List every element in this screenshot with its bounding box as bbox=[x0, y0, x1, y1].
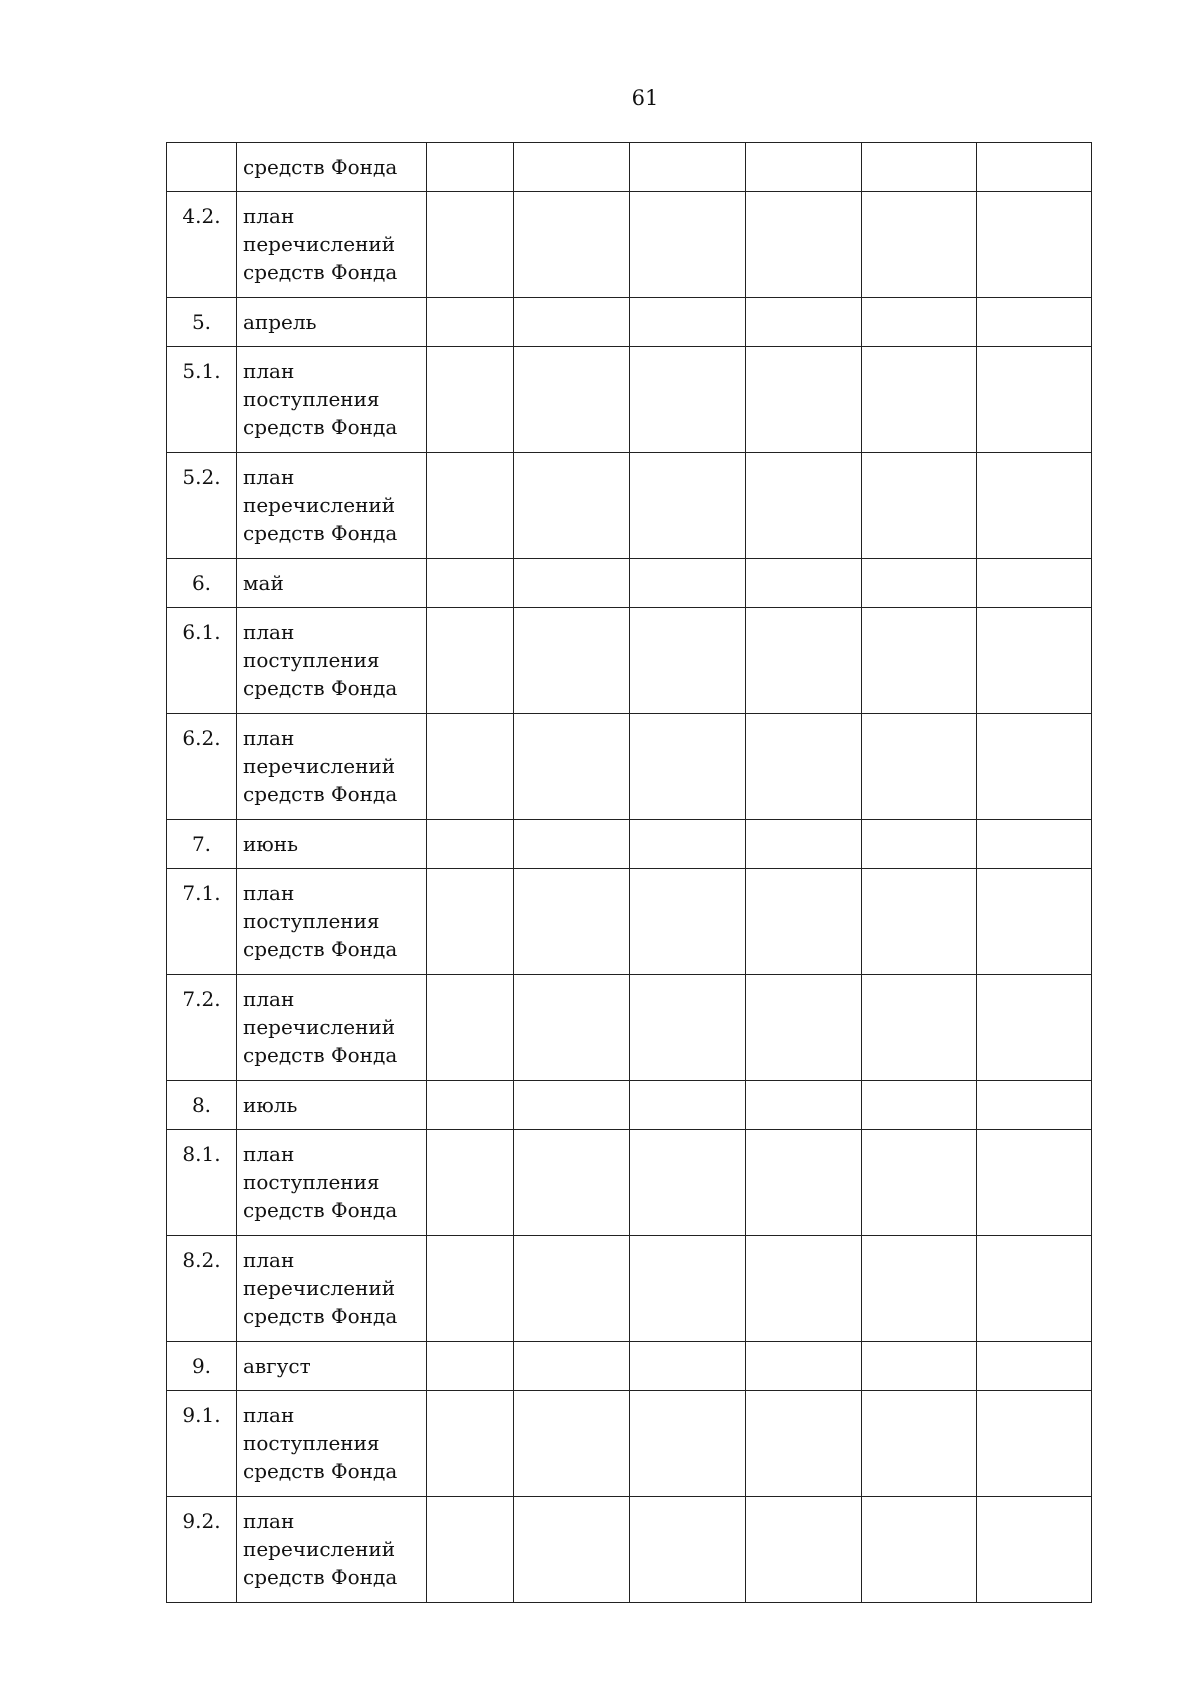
empty-cell bbox=[427, 143, 514, 192]
empty-cell bbox=[862, 1081, 977, 1130]
table-row bbox=[167, 347, 1092, 453]
empty-cell bbox=[427, 820, 514, 869]
empty-cell bbox=[746, 559, 862, 608]
empty-cell bbox=[862, 714, 977, 820]
table-row bbox=[167, 1497, 1092, 1603]
empty-cell bbox=[630, 298, 746, 347]
empty-cell bbox=[630, 559, 746, 608]
row-number: 5.2. bbox=[167, 453, 237, 559]
empty-cell bbox=[862, 143, 977, 192]
empty-cell bbox=[746, 1342, 862, 1391]
empty-cell bbox=[977, 714, 1092, 820]
empty-cell bbox=[862, 820, 977, 869]
row-label: средств Фонда bbox=[237, 143, 427, 192]
empty-cell bbox=[514, 820, 630, 869]
row-label: план перечислений средств Фонда bbox=[237, 975, 427, 1081]
empty-cell bbox=[977, 975, 1092, 1081]
table-row bbox=[167, 608, 1092, 714]
empty-cell bbox=[977, 1081, 1092, 1130]
empty-cell bbox=[427, 192, 514, 298]
empty-cell bbox=[977, 453, 1092, 559]
table-row bbox=[167, 143, 1092, 192]
empty-cell bbox=[514, 714, 630, 820]
table-row bbox=[167, 714, 1092, 820]
empty-cell bbox=[746, 453, 862, 559]
empty-cell bbox=[746, 1130, 862, 1236]
empty-cell bbox=[746, 608, 862, 714]
page-number: 61 bbox=[631, 86, 659, 110]
empty-cell bbox=[862, 1342, 977, 1391]
row-number: 9. bbox=[167, 1342, 237, 1391]
row-label: план поступления средств Фонда bbox=[237, 1391, 427, 1497]
row-number: 6.2. bbox=[167, 714, 237, 820]
empty-cell bbox=[630, 1342, 746, 1391]
empty-cell bbox=[746, 347, 862, 453]
empty-cell bbox=[514, 1391, 630, 1497]
empty-cell bbox=[630, 820, 746, 869]
row-label: апрель bbox=[237, 298, 427, 347]
empty-cell bbox=[977, 298, 1092, 347]
empty-cell bbox=[977, 1497, 1092, 1603]
empty-cell bbox=[630, 1236, 746, 1342]
table-row bbox=[167, 1342, 1092, 1391]
empty-cell bbox=[514, 1342, 630, 1391]
empty-cell bbox=[514, 1130, 630, 1236]
empty-cell bbox=[862, 869, 977, 975]
row-label: план поступления средств Фонда bbox=[237, 347, 427, 453]
empty-cell bbox=[862, 298, 977, 347]
empty-cell bbox=[427, 298, 514, 347]
row-number: 8.1. bbox=[167, 1130, 237, 1236]
table-row bbox=[167, 869, 1092, 975]
empty-cell bbox=[427, 869, 514, 975]
table-row bbox=[167, 975, 1092, 1081]
empty-cell bbox=[427, 347, 514, 453]
plan-table bbox=[166, 142, 1092, 1603]
row-number: 8. bbox=[167, 1081, 237, 1130]
empty-cell bbox=[514, 1497, 630, 1603]
row-number: 7.1. bbox=[167, 869, 237, 975]
row-label: май bbox=[237, 559, 427, 608]
row-number: 9.1. bbox=[167, 1391, 237, 1497]
empty-cell bbox=[630, 1081, 746, 1130]
empty-cell bbox=[746, 1236, 862, 1342]
empty-cell bbox=[630, 869, 746, 975]
row-label: июнь bbox=[237, 820, 427, 869]
empty-cell bbox=[427, 608, 514, 714]
empty-cell bbox=[977, 820, 1092, 869]
row-number: 5. bbox=[167, 298, 237, 347]
empty-cell bbox=[514, 347, 630, 453]
empty-cell bbox=[977, 1236, 1092, 1342]
row-label: план перечислений средств Фонда bbox=[237, 192, 427, 298]
table-row bbox=[167, 559, 1092, 608]
row-number: 8.2. bbox=[167, 1236, 237, 1342]
empty-cell bbox=[862, 1236, 977, 1342]
table-row bbox=[167, 1081, 1092, 1130]
empty-cell bbox=[630, 1497, 746, 1603]
empty-cell bbox=[862, 347, 977, 453]
empty-cell bbox=[427, 1391, 514, 1497]
empty-cell bbox=[862, 1130, 977, 1236]
empty-cell bbox=[630, 453, 746, 559]
empty-cell bbox=[746, 143, 862, 192]
empty-cell bbox=[746, 1391, 862, 1497]
empty-cell bbox=[977, 143, 1092, 192]
empty-cell bbox=[746, 1081, 862, 1130]
empty-cell bbox=[630, 608, 746, 714]
table-row bbox=[167, 298, 1092, 347]
empty-cell bbox=[630, 975, 746, 1081]
empty-cell bbox=[977, 347, 1092, 453]
empty-cell bbox=[746, 1497, 862, 1603]
empty-cell bbox=[514, 975, 630, 1081]
empty-cell bbox=[514, 298, 630, 347]
empty-cell bbox=[862, 1391, 977, 1497]
empty-cell bbox=[427, 1342, 514, 1391]
empty-cell bbox=[977, 192, 1092, 298]
empty-cell bbox=[514, 1236, 630, 1342]
empty-cell bbox=[630, 714, 746, 820]
row-label: июль bbox=[237, 1081, 427, 1130]
empty-cell bbox=[977, 1391, 1092, 1497]
empty-cell bbox=[427, 714, 514, 820]
empty-cell bbox=[514, 608, 630, 714]
empty-cell bbox=[746, 975, 862, 1081]
row-number bbox=[167, 143, 237, 192]
row-number: 7.2. bbox=[167, 975, 237, 1081]
empty-cell bbox=[630, 1130, 746, 1236]
row-label: план перечислений средств Фонда bbox=[237, 1497, 427, 1603]
empty-cell bbox=[862, 453, 977, 559]
table-row bbox=[167, 820, 1092, 869]
table-row bbox=[167, 1236, 1092, 1342]
empty-cell bbox=[427, 1081, 514, 1130]
table-row bbox=[167, 453, 1092, 559]
row-label: план поступления средств Фонда bbox=[237, 1130, 427, 1236]
row-number: 6.1. bbox=[167, 608, 237, 714]
table-body bbox=[167, 143, 1092, 1603]
row-number: 5.1. bbox=[167, 347, 237, 453]
row-label: план поступления средств Фонда bbox=[237, 869, 427, 975]
row-label: август bbox=[237, 1342, 427, 1391]
row-label: план поступления средств Фонда bbox=[237, 608, 427, 714]
empty-cell bbox=[630, 143, 746, 192]
empty-cell bbox=[746, 714, 862, 820]
empty-cell bbox=[977, 608, 1092, 714]
empty-cell bbox=[427, 453, 514, 559]
row-label: план перечислений средств Фонда bbox=[237, 714, 427, 820]
empty-cell bbox=[746, 869, 862, 975]
empty-cell bbox=[514, 192, 630, 298]
empty-cell bbox=[514, 1081, 630, 1130]
empty-cell bbox=[746, 192, 862, 298]
empty-cell bbox=[427, 975, 514, 1081]
empty-cell bbox=[630, 347, 746, 453]
empty-cell bbox=[862, 975, 977, 1081]
empty-cell bbox=[746, 820, 862, 869]
empty-cell bbox=[977, 869, 1092, 975]
row-number: 4.2. bbox=[167, 192, 237, 298]
table-row bbox=[167, 1130, 1092, 1236]
empty-cell bbox=[514, 559, 630, 608]
row-number: 9.2. bbox=[167, 1497, 237, 1603]
empty-cell bbox=[746, 298, 862, 347]
empty-cell bbox=[427, 1130, 514, 1236]
empty-cell bbox=[427, 559, 514, 608]
table-row bbox=[167, 1391, 1092, 1497]
empty-cell bbox=[427, 1497, 514, 1603]
empty-cell bbox=[514, 143, 630, 192]
empty-cell bbox=[630, 192, 746, 298]
row-label: план перечислений средств Фонда bbox=[237, 453, 427, 559]
empty-cell bbox=[514, 453, 630, 559]
empty-cell bbox=[862, 192, 977, 298]
empty-cell bbox=[862, 608, 977, 714]
row-number: 6. bbox=[167, 559, 237, 608]
empty-cell bbox=[977, 559, 1092, 608]
empty-cell bbox=[977, 1130, 1092, 1236]
empty-cell bbox=[977, 1342, 1092, 1391]
empty-cell bbox=[514, 869, 630, 975]
row-number: 7. bbox=[167, 820, 237, 869]
empty-cell bbox=[862, 1497, 977, 1603]
table-row bbox=[167, 192, 1092, 298]
empty-cell bbox=[862, 559, 977, 608]
empty-cell bbox=[427, 1236, 514, 1342]
row-label: план перечислений средств Фонда bbox=[237, 1236, 427, 1342]
empty-cell bbox=[630, 1391, 746, 1497]
